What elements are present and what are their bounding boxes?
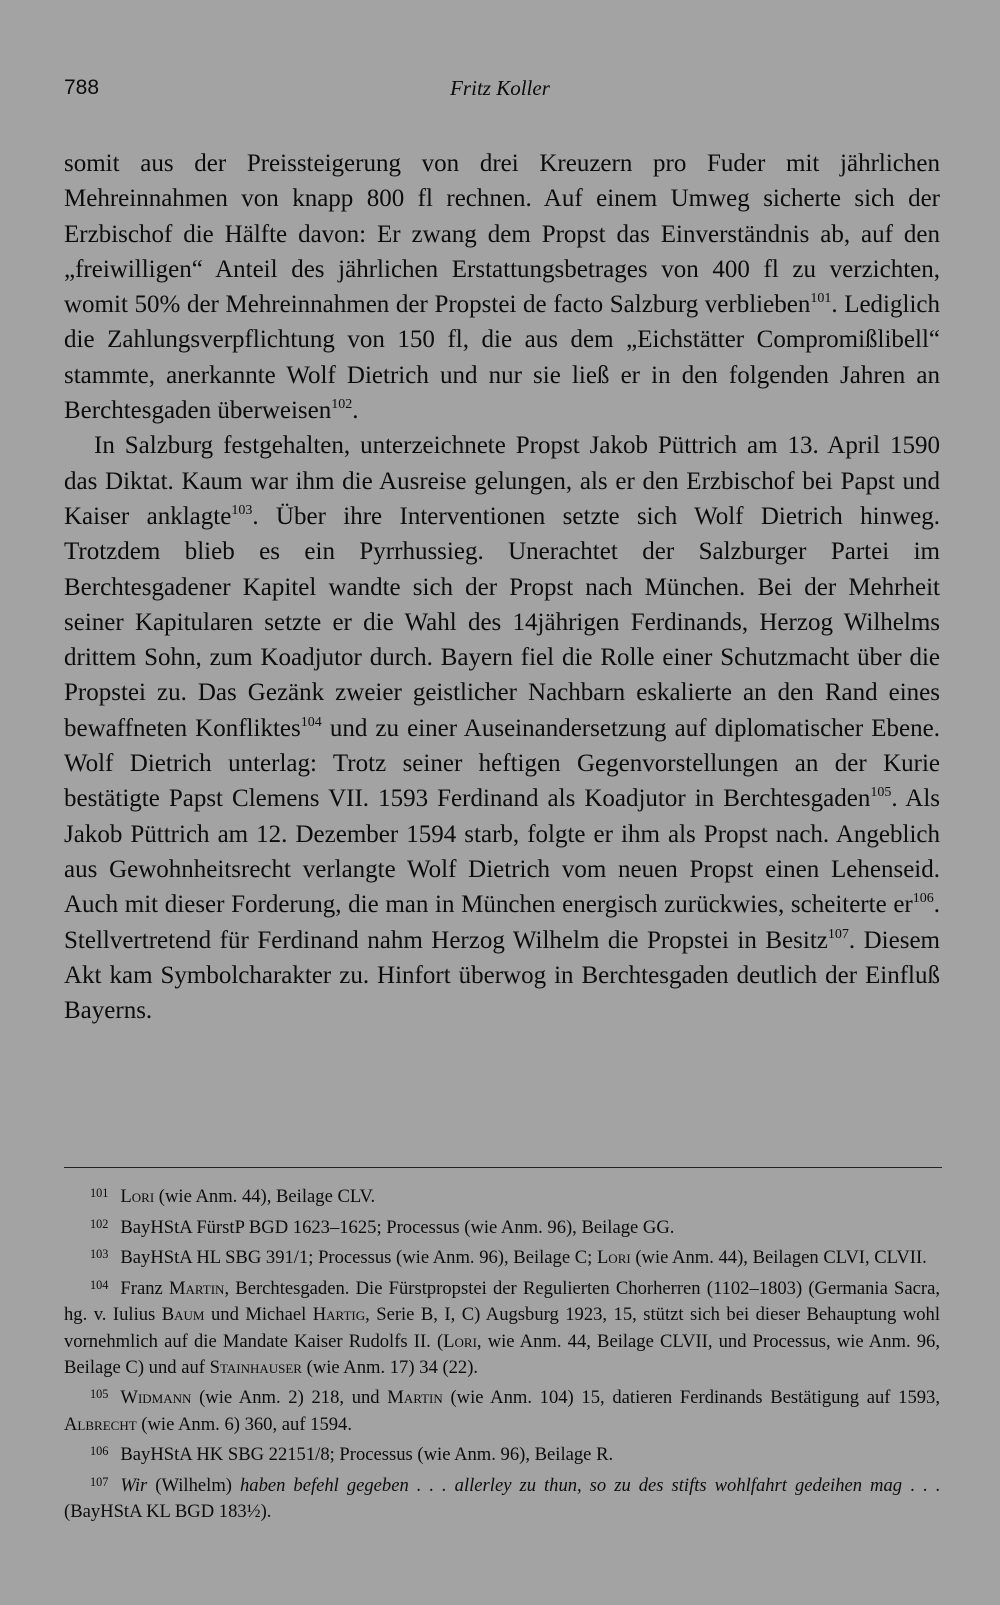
- author-name: Lori: [596, 1247, 631, 1269]
- author-name: Albrecht: [64, 1413, 137, 1435]
- footnote-102: [64, 1211, 940, 1242]
- text-span: (wie Anm. 44), Beilage CLV.: [154, 1186, 376, 1208]
- footnote-number: 101: [90, 1186, 109, 1200]
- footnote-number: 107: [90, 1474, 109, 1489]
- paragraph-2: [64, 428, 940, 1028]
- author-name: Lori: [443, 1330, 477, 1352]
- footnote-107: [64, 1469, 940, 1526]
- footnote-106: [64, 1438, 940, 1469]
- quotation: haben befehl gegeben . . . allerley zu thun, so zu des stifts wohlfahrt gedeihen mag: [239, 1475, 903, 1497]
- footnote-number: 102: [90, 1216, 109, 1231]
- footnote-101: [64, 1180, 940, 1211]
- text-span: . Lediglich die Zahlungsverpflichtung von 150 fl, die aus dem „Eichstätter Compromißlibell“ stammte, anerkannte Wolf Dietrich und nur sie ließ er in den folgenden Jahren an Berchtesgaden überweisen: [64, 291, 940, 425]
- text-span: . Über ihre Interventionen setzte sich Wolf Dietrich hinweg. Trotzdem blieb es ein Pyrrhussieg. Unerachtet der Salzburger Partei im Berchtesgadener Kapitel wandte sich der Propst nach München. Bei der Mehrheit seiner Kapitularen setzte er die Wahl des 14jährigen Ferdinands, Herzog Wilhelms drittem Sohn, zum Koadjutor durch. Bayern fiel die Rolle einer Schutzmacht über die Propstei zu. Das Gezänk zweier geistlicher Nachbarn eskalierte an den Rand eines bewaffneten Konfliktes: [64, 502, 941, 742]
- text-span: BayHStA FürstP BGD 1623–1625; Processus (wie Anm. 96), Beilage GG.: [120, 1216, 675, 1238]
- text-span: , Berchtesgaden. Die Fürstpropstei der Regulierten Chorherren (1102–1803) (Germania Sacra, hg. v. Iulius: [64, 1277, 941, 1326]
- footnote-number: 106: [90, 1444, 109, 1459]
- footnotes: [64, 1180, 940, 1526]
- text-span: . Stellvertretend für Ferdinand nahm Herzog Wilhelm die Propstei in Besitz: [64, 891, 940, 954]
- quotation: Wir: [120, 1475, 148, 1497]
- text-span: somit aus der Preissteigerung von drei Kreuzern pro Fuder mit jährlichen Mehreinnahmen von knapp 800 fl rechnen. Auf einem Umweg sicherte sich der Erzbischof die Hälfte davon: Er zwang dem Propst das Einverständnis ab, auf den „freiwilligen“ Anteil des jährlichen Erstattungsbetrages von 400 fl zu verzichten, womit 50% der Mehreinnahmen der Propstei de facto Salzburg verblieben: [64, 150, 940, 319]
- text-span: (Wilhelm): [147, 1475, 240, 1497]
- footnote-ref-105: 105: [870, 785, 892, 801]
- text-span: und Michael: [204, 1304, 313, 1326]
- text-span: . . . (BayHStA KL BGD 183½).: [64, 1475, 940, 1523]
- footnote-ref-104: 104: [300, 714, 322, 730]
- footnote-ref-103: 103: [231, 502, 253, 518]
- text-span: , Serie B, I, C) Augsburg 1923, 15, stützt sich bei dieser Behauptung wohl vornehmlich auf die Mandate Kaiser Rudolfs II. (: [64, 1304, 941, 1352]
- text-span: .: [352, 397, 359, 425]
- text-span: (wie Anm. 2) 218, und: [191, 1387, 388, 1409]
- text-span: , wie Anm. 44, Beilage CLVII, und Processus, wie Anm. 96, Beilage C) und auf: [64, 1330, 940, 1378]
- footnote-103: [64, 1241, 940, 1272]
- text-span: Franz: [120, 1277, 169, 1299]
- author-name: Hartig: [312, 1304, 366, 1326]
- text-span: (wie Anm. 17) 34 (22).: [301, 1357, 479, 1378]
- footnote-ref-107: 107: [827, 926, 849, 942]
- author-name: Widmann: [120, 1387, 192, 1409]
- footnote-104: [64, 1272, 940, 1382]
- footnote-divider: [64, 1167, 942, 1168]
- author-name: Martin: [387, 1387, 443, 1409]
- text-span: und zu einer Auseinandersetzung auf diplomatischer Ebene. Wolf Dietrich unterlag: Trotz seiner heftigen Gegenvorstellungen an der Kurie bestätigte Papst Clemens VII. 1593 Ferdinand als Koadjutor in Berchtesgaden: [64, 714, 940, 813]
- footnote-ref-106: 106: [912, 891, 934, 907]
- footnote-105: [64, 1381, 940, 1438]
- text-span: In Salzburg festgehalten, unterzeichnete Propst Jakob Püttrich am 13. April 1590 das Diktat. Kaum war ihm die Ausreise gelungen, als er den Erzbischof bei Papst und Kaiser anklagte: [64, 432, 940, 530]
- text-span: . Diesem Akt kam Symbolcharakter zu. Hinfort überwog in Berchtesgaden deutlich der Einfluß Bayerns.: [64, 926, 940, 1025]
- author-name: Baum: [161, 1304, 205, 1326]
- text-span: . Als Jakob Püttrich am 12. Dezember 1594 starb, folgte er ihm als Propst nach. Angeblich aus Gewohnheitsrecht verlangte Wolf Dietrich vom neuen Propst einen Lehenseid. Auch mit dieser Forderung, die man in München energisch zurückwies, scheiterte er: [64, 785, 940, 919]
- author-name: Martin: [168, 1277, 225, 1299]
- footnote-number: 105: [90, 1387, 109, 1402]
- text-span: (wie Anm. 44), Beilagen CLVI, CLVII.: [630, 1247, 927, 1269]
- footnote-number: 103: [90, 1247, 109, 1262]
- text-span: BayHStA HK SBG 22151/8; Processus (wie Anm. 96), Beilage R.: [120, 1444, 614, 1466]
- footnote-number: 104: [90, 1277, 109, 1292]
- paragraph-1: [64, 146, 940, 428]
- author-name: Stainhauser: [209, 1357, 302, 1378]
- main-text: [64, 146, 940, 1028]
- author-name: Lori: [120, 1186, 155, 1208]
- page-number: 788: [64, 76, 100, 99]
- text-span: (wie Anm. 104) 15, datieren Ferdinands Bestätigung auf 1593,: [442, 1387, 940, 1409]
- running-head: Fritz Koller: [450, 76, 550, 100]
- footnote-ref-102: 102: [331, 397, 353, 412]
- footnote-ref-101: 101: [810, 291, 832, 307]
- text-span: BayHStA HL SBG 391/1; Processus (wie Anm. 96), Beilage C;: [120, 1247, 597, 1269]
- text-span: (wie Anm. 6) 360, auf 1594.: [136, 1413, 353, 1435]
